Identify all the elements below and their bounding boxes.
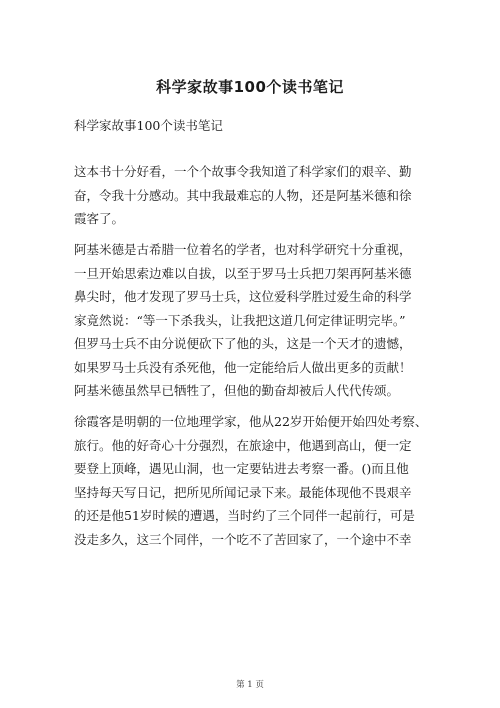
- paragraph-xu-xiake: [74, 410, 432, 551]
- text-line: 阿基米德是古希腊一位着名的学者，也对科学研究十分重视，: [74, 242, 412, 257]
- text-line: 徐霞客是明朝的一位地理学家，他从22岁开始便开始四处考察、: [74, 414, 428, 429]
- document-subtitle: 科学家故事100个读书笔记: [74, 118, 223, 133]
- text-line: 奋，令我十分感动。其中我最难忘的人物，还是阿基米德和徐: [74, 187, 412, 203]
- paragraph-intro: [74, 160, 432, 231]
- text-line: 坚持每天写日记，把所见所闻记录下来。最能体现他不畏艰辛: [74, 484, 412, 500]
- text-line: 要登上顶峰，遇见山洞，也一定要钻进去考察一番。()而且他: [74, 461, 409, 476]
- text-line: 没走多久，这三个同伴，一个吃不了苦回家了，一个途中不幸: [74, 531, 412, 547]
- paragraph-archimedes: [74, 238, 432, 403]
- text-line: 阿基米德虽然早已牺牲了，但他的勤奋却被后人代代传颂。: [74, 383, 400, 398]
- text-line: 一旦开始思索边难以自拔，以至于罗马士兵把刀架再阿基米德: [74, 265, 412, 281]
- document-title: 科学家故事100个读书笔记: [156, 78, 344, 96]
- text-line: 家竟然说：“等一下杀我头，让我把这道几何定律证明完毕。”: [74, 312, 406, 328]
- text-line: 这本书十分好看，一个个故事令我知道了科学家们的艰辛、勤: [74, 164, 412, 179]
- text-line: 旅行。他的好奇心十分强烈，在旅途中，他遇到高山，便一定: [74, 437, 412, 453]
- text-line: 的还是他51岁时候的遭遇，当时约了三个同伴一起前行，可是: [74, 508, 415, 523]
- text-line: 如果罗马士兵没有杀死他，他一定能给后人做出更多的贡献！: [74, 359, 412, 375]
- text-line: 但罗马士兵不由分说便砍下了他的头，这是一个天才的遗憾，: [74, 336, 412, 351]
- text-line: 鼻尖时，他才发现了罗马士兵，这位爱科学胜过爱生命的科学: [74, 289, 412, 304]
- text-line: 霞客了。: [74, 211, 125, 226]
- page-number: 第 1 页: [236, 680, 264, 690]
